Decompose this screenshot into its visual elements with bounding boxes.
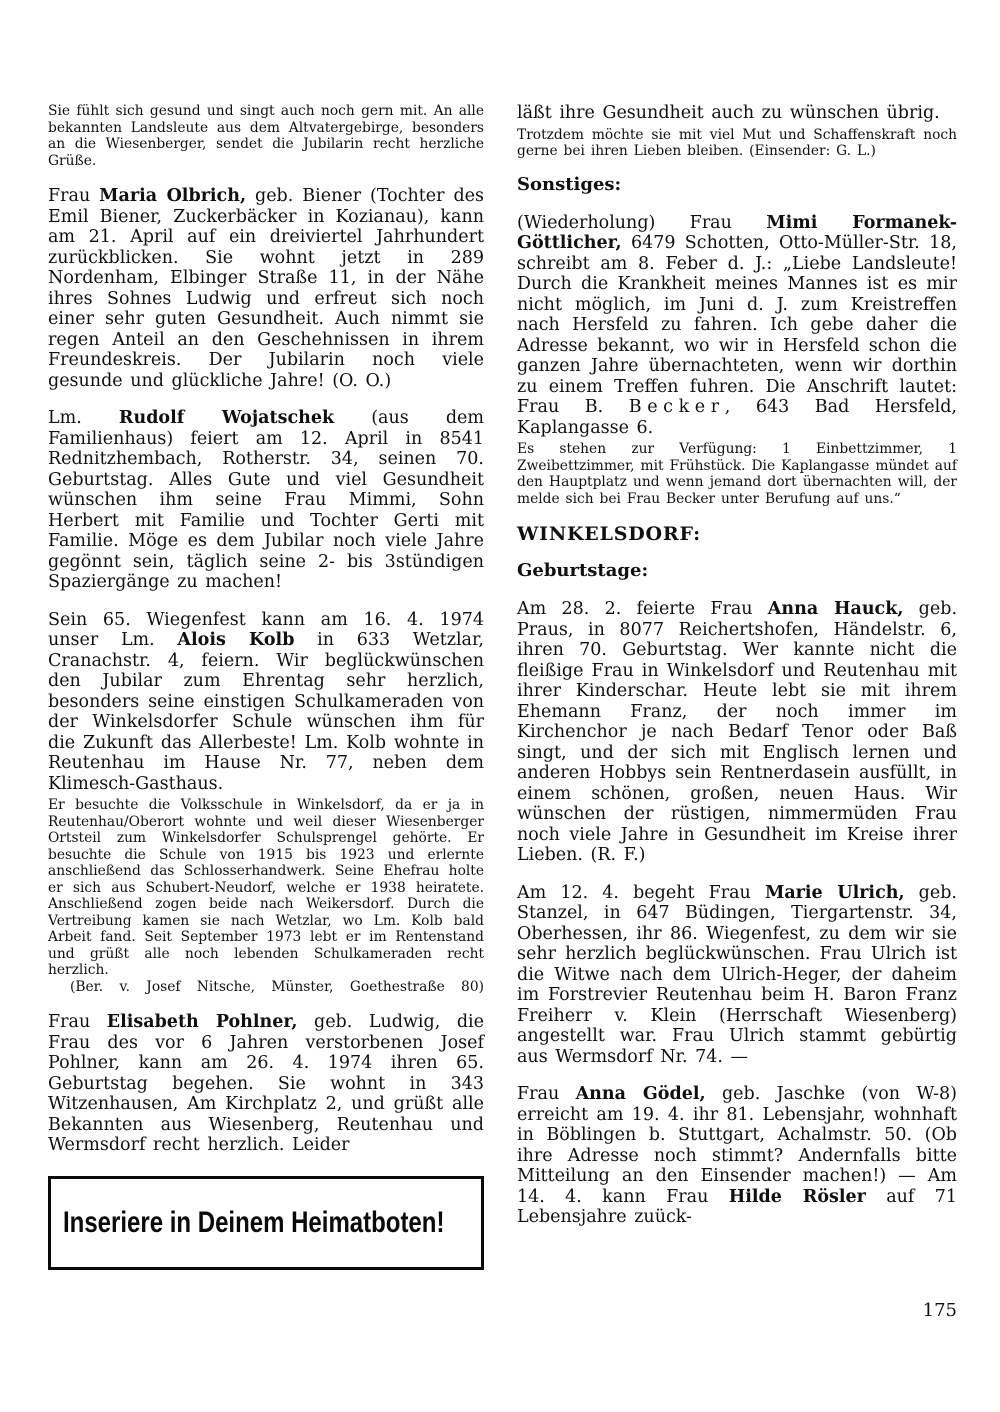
byline-josef-nitsche bbox=[48, 979, 484, 996]
paragraph-alois-kolb bbox=[48, 610, 484, 795]
letterspaced-name: Becker bbox=[628, 397, 725, 417]
text-run: geb. Praus, in 8077 Reichertshofen, Händelstr. 6, ihren 70. Geburtstag. Wer kannte nicht die fleißige Frau in Winkelsdorf und Reutenhau mit ihrer Kinderschar. Heute lebt sie mit ihrem Ehemann Franz, der noch immer im Kirchenchor je nach Bedarf Tenor oder Baß singt, und der sich mit Englisch lernen und anderen Hobbys sein Rentnerdasein ausfüllt, in einem schönen, großen, neuen Haus. Wir wünschen der rüstigen, nimmermüden Frau noch viele Jahre in Gesundheit im Kreise ihrer Lieben. (R. F.) bbox=[517, 599, 958, 865]
text-run: geb. Jaschke (von W-8) erreicht am 19. 4. ihr 81. Lebensjahr, wohnhaft in Böblingen b. Stuttgart, Achalmstr. 50. (Ob ihre Adresse noch stimmt? Andernfalls bitte Mitteilung an den Einsender machen!) — Am 14. 4. kann Frau bbox=[517, 1084, 957, 1207]
text-run: (Ber. v. Josef Nitsche, Münster, Goethestraße 80) bbox=[70, 978, 484, 995]
text-run: Sie fühlt sich gesund und singt auch noch gern mit. An alle bekannten Landsleute aus dem Altvatergebirge, besonders an die Wiesenberger, sendet die Jubilarin recht herzliche Grüße. bbox=[48, 103, 484, 169]
text-run: Frau bbox=[517, 1084, 576, 1104]
paragraph-anna-hauck bbox=[517, 599, 957, 866]
left-column-text bbox=[48, 103, 484, 1156]
section-heading-sonstiges bbox=[517, 174, 957, 196]
advertisement-box bbox=[48, 1176, 484, 1270]
paragraph-fortsetzung-gesundheit bbox=[517, 103, 957, 124]
advertisement-text: Inseriere in Deinem Heimatboten! bbox=[63, 1205, 445, 1239]
person-name-bold: Maria Olbrich, bbox=[99, 186, 247, 206]
text-run: Trotzdem möchte sie mit viel Mut und Schaffenskraft noch gerne bei ihren Lieben bleiben. (Einsender: G. L.) bbox=[517, 126, 957, 159]
person-name-bold: Anna Gödel, bbox=[575, 1084, 706, 1104]
text-run: (Wiederholung) Frau bbox=[517, 212, 767, 233]
text-run: WINKELSDORF: bbox=[517, 523, 701, 545]
paragraph-trotzdem-small bbox=[517, 127, 957, 160]
page-number: 175 bbox=[922, 1300, 957, 1321]
paragraph-maria-olbrich bbox=[48, 186, 484, 391]
person-name-bold: Marie Ulrich, bbox=[764, 882, 905, 903]
text-run: Sonstiges: bbox=[517, 173, 622, 195]
text-run: (aus dem Familienhaus) feiert am 12. April in 8541 Rednitzhembach, Rotherstr. 34, seinen 70. Geburtstag. Alles Gute und viel Gesundheit wünschen ihm seine Frau Mimmi, Sohn Herbert mit Familie und Tochter Gerti mit Familie. Möge es dem Jubilar noch viele Jahre gegönnt sein, täglich seine 2- bis 3stündigen Spaziergänge zu machen! bbox=[48, 408, 485, 592]
text-run: 6479 Schotten, Otto-Müller-Str. 18, schreibt am 8. Feber d. J.: „Liebe Landsleute! Durch die Krankheit meines Mannes ist es mir nicht möglich, im Juni d. J. zum Kreistreffen nach Hersfeld zu fahren. Ich gebe daher die Adresse bekannt, wo wir in Hersfeld schon die ganzen Jahre übernachteten, wenn wir dorthin zu einem Treffen fuhren. Die Anschrift lautet: Frau B. bbox=[517, 233, 957, 417]
section-heading-winkelsdorf bbox=[517, 523, 957, 546]
text-run: geb. Ludwig, die Frau des vor 6 Jahren verstorbenen Josef Pohlner, kann am 26. 4. 1974 ihren 65. Geburtstag begehen. Sie wohnt in 343 Witzenhausen, Am Kirchplatz 2, und grüßt alle Bekannten aus Wiesenberg, Reutenhau und Wermsdorf recht herzlich. Leider bbox=[48, 1012, 484, 1155]
person-name-bold: Hilde Rösler bbox=[728, 1186, 866, 1207]
paragraph-kolb-biografie-small bbox=[48, 797, 484, 979]
person-name-bold: Rudolf Wojatschek bbox=[118, 408, 335, 428]
paragraph-marie-ulrich bbox=[517, 883, 957, 1068]
text-run: Lm. bbox=[48, 408, 119, 428]
text-run: auf 71 Lebensjahre zuück- bbox=[517, 1186, 957, 1227]
left-column bbox=[48, 103, 484, 1270]
paragraph-becker-zimmer-small bbox=[517, 441, 957, 507]
paragraph-elisabeth-pohlner bbox=[48, 1012, 484, 1156]
text-run: Frau bbox=[48, 186, 100, 206]
right-column bbox=[517, 103, 957, 1228]
paragraph-jubilarin-small bbox=[48, 103, 484, 169]
text-run: Geburtstage: bbox=[517, 560, 649, 581]
right-column-text bbox=[517, 103, 957, 1228]
text-run: Sein 65. Wiegenfest kann am 16. 4. 1974 unser Lm. bbox=[48, 609, 484, 650]
text-run: in 633 Wetzlar, Cranachstr. 4, feiern. Wir beglückwünschen den Jubilar zum Ehrentag sehr herzlich, besonders seine einstigen Schulkameraden von der Winkelsdorfer Schule wünschen ihm für die Zukunft das Allerbeste! Lm. Kolb wohnte in Reutenhau im Hause Nr. 77, neben dem Klimesch-Gasthaus. bbox=[48, 630, 484, 794]
paragraph-rudolf-wojatschek bbox=[48, 408, 484, 593]
text-run: Es stehen zur Verfügung: 1 Einbettzimmer, 1 Zweibettzimmer, mit Frühstück. Die Kaplangasse mündet auf den Hauptplatz und wenn jemand dort übernachten will, der melde sich bei Frau Becker unter Berufung auf uns.“ bbox=[517, 441, 957, 507]
paragraph-anna-goedel bbox=[517, 1084, 957, 1228]
text-run: Am 12. 4. begeht Frau bbox=[517, 882, 765, 903]
text-run: Am 28. 2. feierte Frau bbox=[517, 599, 768, 619]
person-name-bold: Mimi Formanek-Göttlicher, bbox=[517, 212, 958, 253]
paragraph-mimi-formanek bbox=[517, 213, 957, 439]
text-run: Er besuchte die Volksschule in Winkelsdorf, da er ja in Reutenhau/Oberort wohnte und weil dieser Wiesenberger Ortsteil zum Winkelsdorfer Schulsprengel gehörte. Er besuchte die Schule von 1915 bis 1923 und erlernte anschließend das Schlosserhandwerk. Seine Ehefrau holte er sich aus Schubert-Neudorf, welche er 1938 heiratete. Anschließend zogen beide nach Weikersdorf. Durch die Vertreibung kamen sie nach Wetzlar, wo Lm. Kolb bald Arbeit fand. Seit September 1973 lebt er im Rentenstand und grüßt alle noch lebenden Schulkameraden recht herzlich. bbox=[48, 797, 484, 978]
person-name-bold: Anna Hauck, bbox=[767, 599, 904, 619]
text-run: , 643 Bad Hersfeld, Kaplangasse 6. bbox=[517, 397, 957, 438]
section-heading-geburtstage bbox=[517, 560, 957, 582]
person-name-bold: Elisabeth Pohlner, bbox=[106, 1012, 298, 1032]
text-run: läßt ihre Gesundheit auch zu wünschen übrig. bbox=[517, 103, 940, 123]
person-name-bold: Alois Kolb bbox=[177, 630, 295, 650]
text-run: geb. Stanzel, in 647 Büdingen, Tiergartenstr. 34, Oberhessen, ihr 86. Wiegenfest, zu dem wir sie sehr herzlich beglückwünschen. Frau Ulrich ist die Witwe nach dem Ulrich-Heger, der daheim im Forstrevier Reutenhau beim H. Baron Franz Freiherr v. Klein (Herrschaft Wiesenberg) angestellt war. Frau Ulrich stammt gebürtig aus Wermsdorf Nr. 74. — bbox=[517, 882, 957, 1067]
text-run: Frau bbox=[48, 1012, 107, 1032]
text-run: geb. Biener (Tochter des Emil Biener, Zuckerbäcker in Kozianau), kann am 21. April auf ein dreiviertel Jahrhundert zurückblicken. Sie wohnt jetzt in 289 Nordenham, Elbinger Straße 11, in der Nähe ihres Sohnes Ludwig und erfreut sich noch einer sehr guten Gesundheit. Auch nimmt sie regen Anteil an den Geschehnissen in ihrem Freundeskreis. Der Jubilarin noch viele gesunde und glückliche Jahre! (O. O.) bbox=[48, 186, 485, 391]
